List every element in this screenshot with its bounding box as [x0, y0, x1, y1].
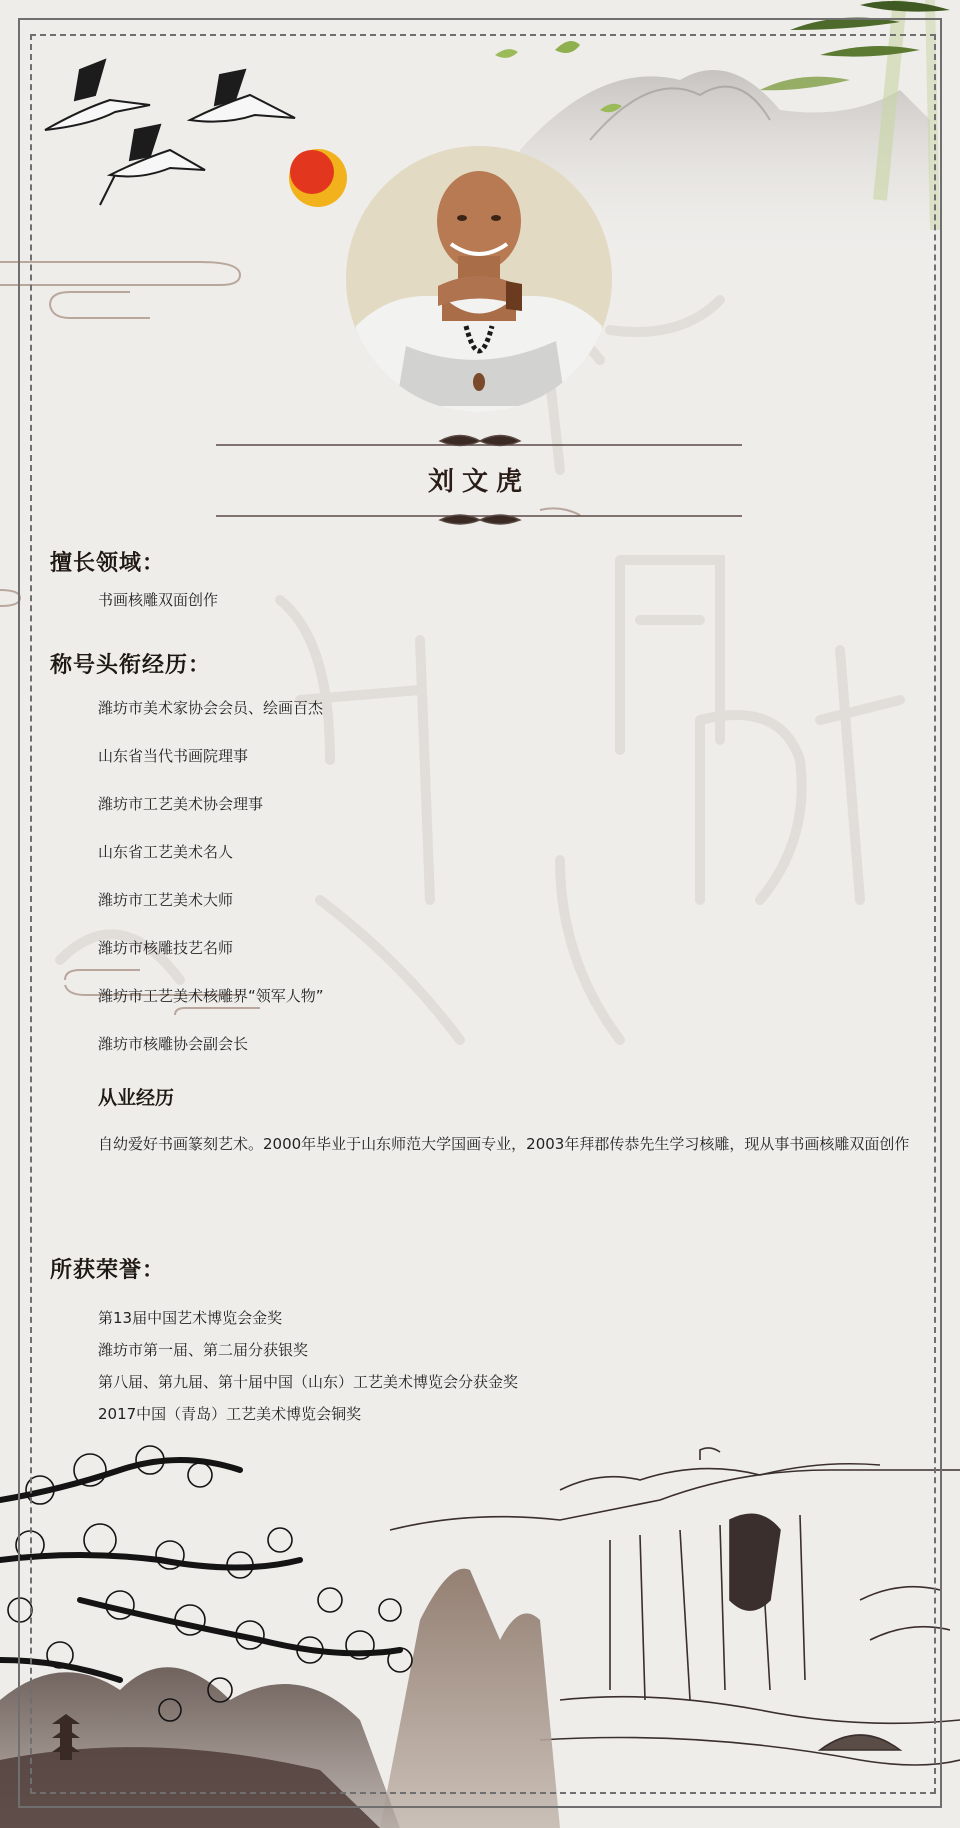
list-item: 第八届、第九届、第十届中国（山东）工艺美术博览会分获金奖 — [98, 1373, 519, 1391]
list-item: 山东省当代书画院理事 — [98, 747, 249, 765]
honors-title: 所获荣誉： — [50, 1258, 166, 1283]
expertise-content: 书画核雕双面创作 — [98, 591, 219, 609]
list-item: 潍坊市工艺美术核雕界“领军人物” — [98, 987, 324, 1005]
career-paragraph: 自幼爱好书画篆刻艺术。2000年毕业于山东师范大学国画专业，2003年拜郡传恭先生学习核雕，现从事书画核雕双面创作 — [98, 1135, 910, 1153]
list-item: 潍坊市工艺美术协会理事 — [98, 795, 264, 813]
portrait-photo-icon — [346, 146, 612, 412]
expertise-title: 擅长领域： — [50, 551, 166, 576]
list-item: 2017中国（青岛）工艺美术博览会铜奖 — [98, 1405, 362, 1423]
name-header — [216, 436, 742, 516]
career-title: 从业经历 — [98, 1087, 175, 1109]
list-item: 潍坊市工艺美术大师 — [98, 891, 234, 909]
avatar — [346, 146, 612, 412]
list-item: 潍坊市美术家协会会员、绘画百杰 — [98, 699, 324, 717]
list-item: 潍坊市第一届、第二届分获银奖 — [98, 1341, 309, 1359]
list-item: 第13届中国艺术博览会金奖 — [98, 1309, 283, 1327]
list-item: 潍坊市核雕技艺名师 — [98, 939, 234, 957]
person-name: 刘文虎 — [427, 467, 530, 497]
list-item: 潍坊市核雕协会副会长 — [98, 1035, 249, 1053]
list-item: 山东省工艺美术名人 — [98, 843, 234, 861]
titles-section-title: 称号头衔经历： — [50, 653, 212, 678]
